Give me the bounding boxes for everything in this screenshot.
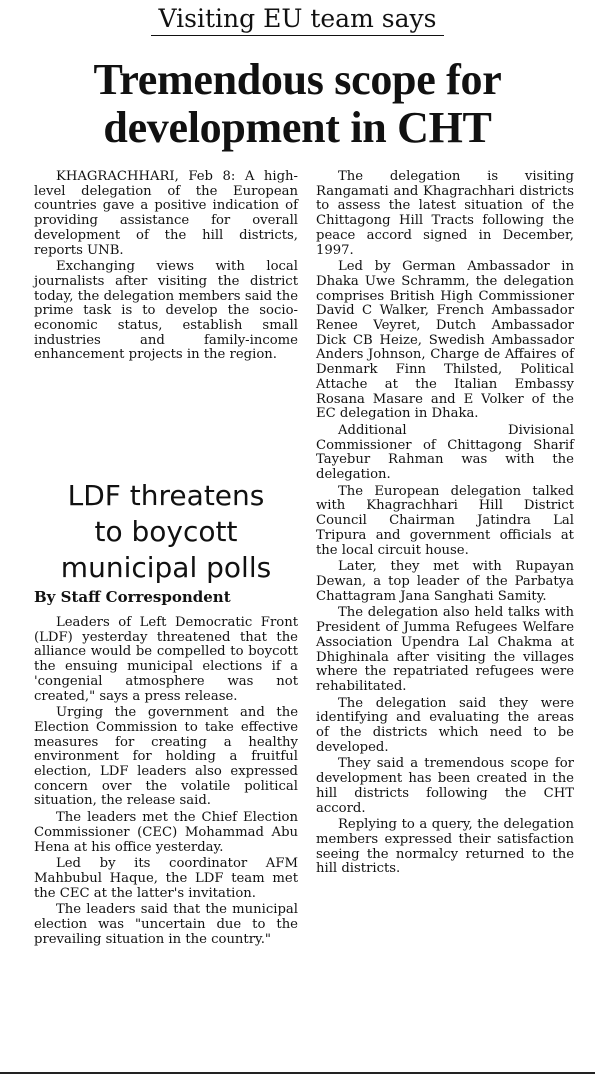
paragraph: Leaders of Left Democratic Front (LDF) yesterday threatened that the alliance would be compelled to boycott the ensuing municipal elections if a 'congenial atmosphere was not created," says a press release. [34,615,298,704]
second-headline-line-2: to boycott [94,515,238,548]
paragraph: KHAGRACHHARI, Feb 8: A high-level delegation of the European countries gave a positive indication of providing assistance for overall development of the hill districts, reports UNB. [34,169,298,258]
paragraph: The leaders said that the municipal election was "uncertain due to the prevailing situation in the country." [34,902,298,947]
main-story-left-column [34,170,298,365]
paragraph: Exchanging views with local journalists after visiting the district today, the delegation members said the prime task is to develop the socio-economic status, establish small industries and family-income enhancement projects in the region. [34,259,298,363]
paragraph: Additional Divisional Commissioner of Chittagong Sharif Tayebur Rahman was with the delegation. [316,422,574,483]
kicker-text: Visiting EU team says [151,4,445,36]
second-headline-line-1: LDF threatens [67,479,265,512]
main-headline [0,56,595,152]
paragraph: Led by German Ambassador in Dhaka Uwe Schramm, the delegation comprises British High Commissioner David C Walker, French Ambassador Renee Veyret, Dutch Ambassador Dick CB Heize, Swedish Ambassador Anders Johnson, Charge de Affaires of Denmark Finn Thilsted, Political Attache at the Italian Embassy Rosana Masare and E Volker of the EC delegation in Dhaka. [316,259,574,422]
paragraph: Replying to a query, the delegation members expressed their satisfaction seeing the normalcy returned to the hill districts. [316,817,574,877]
second-headline-line-3: municipal polls [60,551,272,584]
main-headline-line-1: Tremendous scope for [93,55,502,104]
kicker [0,4,595,34]
paragraph: The delegation also held talks with President of Jumma Refugees Welfare Association Upendra Lal Chakma at Dhighinala after visiting the villages where the repatriated refugees were rehabilitated. [316,605,574,694]
main-headline-line-2: development in CHT [103,103,492,152]
byline: By Staff Correspondent [34,588,231,606]
second-story-column [34,616,298,949]
paragraph: They said a tremendous scope for development has been created in the hill districts following the CHT accord. [316,756,574,816]
main-story-right-column [316,170,574,879]
paragraph: The delegation is visiting Rangamati and Khagrachhari districts to assess the latest situation of the Chittagong Hill Tracts following the peace accord signed in December, 1997. [316,169,574,258]
paragraph: Later, they met with Rupayan Dewan, a top leader of the Parbatya Chattagram Jana Sanghati Samity. [316,559,574,604]
paragraph: The delegation said they were identifying and evaluating the areas of the districts which need to be developed. [316,695,574,755]
paragraph: The leaders met the Chief Election Commissioner (CEC) Mohammad Abu Hena at his office yesterday. [34,810,298,855]
paragraph: The European delegation talked with Khagrachhari Hill District Council Chairman Jatindra Lal Tripura and government officials at the local circuit house. [316,483,574,558]
paragraph: Led by its coordinator AFM Mahbubul Haque, the LDF team met the CEC at the latter's invitation. [34,856,298,901]
second-story-headline [30,478,302,586]
paragraph: Urging the government and the Election Commission to take effective measures for creating a healthy environment for holding a fruitful election, LDF leaders also expressed concern over the volatile political situation, the release said. [34,705,298,809]
bottom-rule [0,1072,595,1074]
